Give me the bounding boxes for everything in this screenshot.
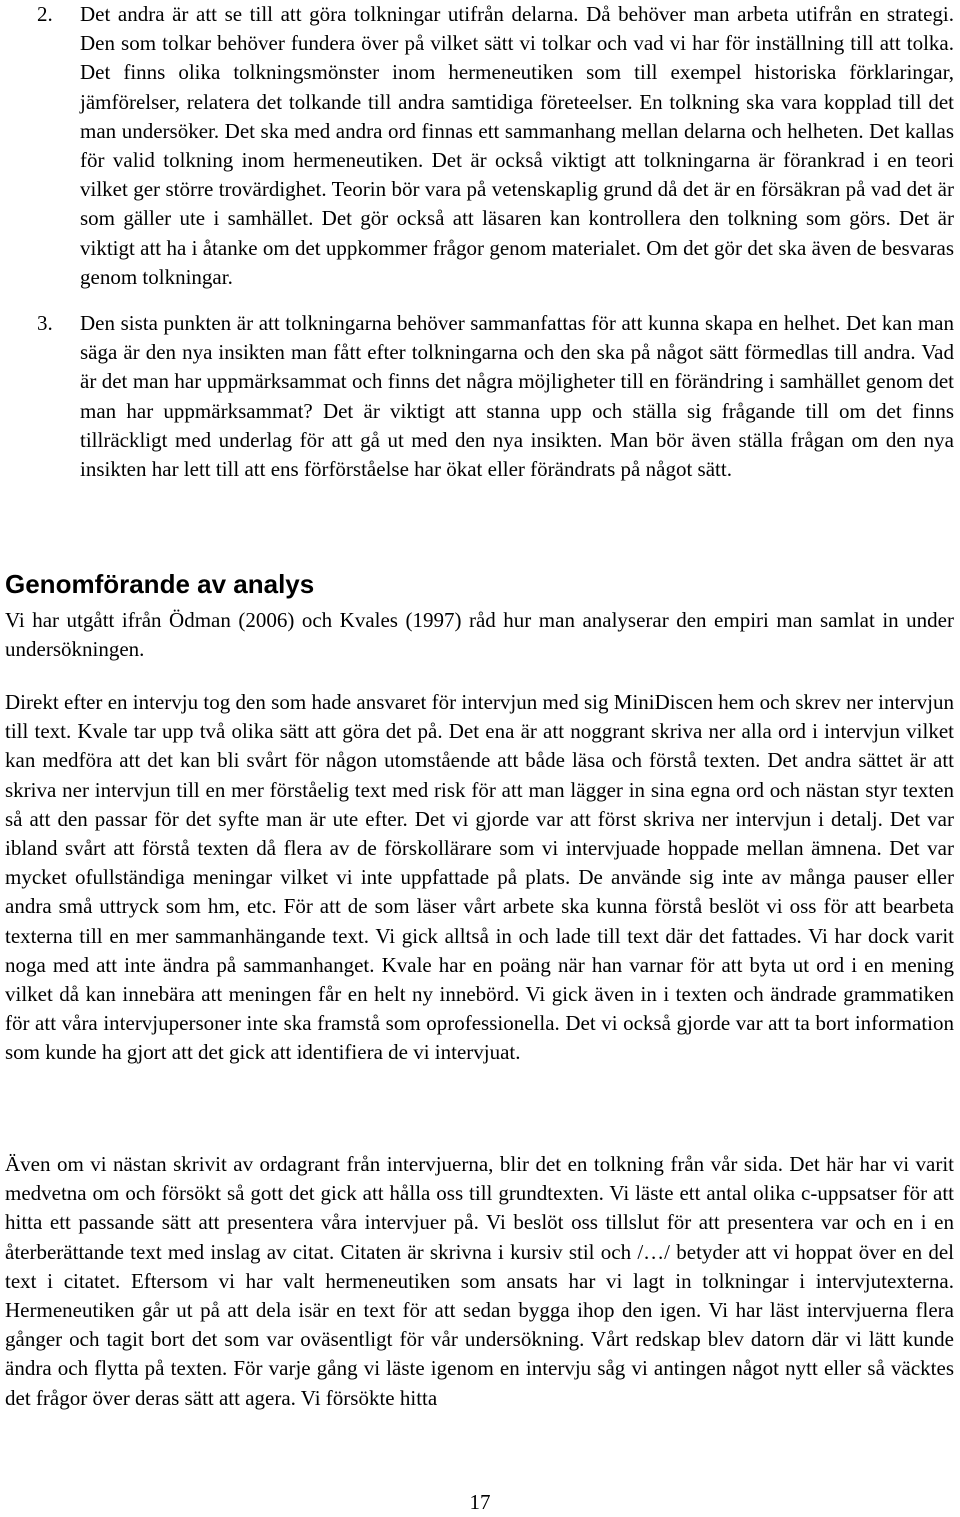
paragraph-intro: Vi har utgått ifrån Ödman (2006) och Kvales (1997) råd hur man analyserar den empiri man samlat in under undersökningen.: [5, 608, 954, 662]
paragraph-transcription: Direkt efter en intervju tog den som hade ansvaret för intervjun med sig MiniDiscen hem och skrev ner intervjun till text. Kvale tar upp två olika sätt att göra det på. Det ena är att noggrant skriva ner alla ord i intervjun vilket kan medföra att det kan bli svårt för någon utomstående att både läsa och förstå texten. Det andra sättet är att skriva ner intervjun till en mer förståelig text med risk för att man lägger in sina egna ord och nästan styr texten så att den passar för det syfte man är ute efter. Det vi gjorde var att först skriva ner intervjun i detalj. Det var ibland svårt att förstå texten då flera av de förskollärare som vi intervjuade hoppade mellan ämnena. Det var mycket ofullständiga meningar vilket vi inte uppfattade på plats. De använde sig inte av många pauser eller andra små uttryck som hm, etc. För att de som läser vårt arbete ska kunna förstå beslöt vi oss för att bearbeta texterna till en mer sammanhängande text. Vi gick alltså in och lade till text där det fattades. Vi har dock varit noga med att inte ändra på sammanhanget. Kvale har en poäng när han varnar för att byta ut ord i en mening vilket då kan innebära att meningen får en helt ny innebörd. Vi gick även in i texten och ändrade grammatiken för att våra intervjupersoner inte ska framstå som oprofessionella. Det vi också gjorde var att ta bort information som kunde ha gjort att det gick att identifiera de vi intervjuat.: [5, 690, 954, 1065]
list-number: 2.: [37, 2, 53, 26]
list-number: 3.: [37, 311, 53, 336]
list-item-text: Det andra är att se till att göra tolkningar utifrån delarna. Då behöver man arbeta utifrån en strategi. Den som tolkar behöver fundera över på vilket sätt vi tolkar och vad vi har för inställning till att tolka. Det finns olika tolkningsmönster inom hermeneutiken som till exempel historiska förklaringar, jämförelser, relatera det tolkande till andra samtidiga företeelser. En tolkning ska vara kopplad till det man undersöker. Det ska med andra ord finnas ett sammanhang mellan delarna och helheten. Det kallas för valid tolkning inom hermeneutiken. Det är också viktigt att tolkningarna är förankrad i en teori vilket ger större trovärdighet. Teorin bör vara på vetenskaplig grund då det är en försäkran på vad det är som gäller ute i samhället. Det gör också att läsaren kan kontrollera den tolkning som görs. Det är viktigt att ha i åtanke om det uppkommer frågor genom materialet. Om det gör det ska även de besvaras genom tolkningar.: [80, 2, 954, 289]
list-item-text: Den sista punkten är att tolkningarna behöver sammanfattas för att kunna skapa en helhet. Det kan man säga är den nya insikten man fått efter tolkningarna och den ska på något sätt förmedlas till andra. Vad är det man har uppmärksammat och finns det några möjligheter till en förändring i samhället genom det man har uppmärksammat? Det är viktigt att stanna upp och ställa sig frågande till om det finns tillräckligt med underlag för att gå ut med den nya insikten. Man bör även ställa frågan om den nya insikten har lett till att ens förförståelse har ökat eller förändrats på något sätt.: [80, 311, 954, 482]
section-heading: Genomförande av analys: [5, 569, 315, 599]
list-item-3: [5, 309, 954, 484]
paragraph-interpretation: Även om vi nästan skrivit av ordagrant från intervjuerna, blir det en tolkning från vår sida. Det här har vi varit medvetna om och försökt så gott det gick att hålla oss till grundtexten. Vi läste ett antal olika c-uppsatser för att hitta ett passande sätt att presentera våra intervjuer på. Vi beslöt oss tillslut för att presentera var och en i en återberättande text med inslag av citat. Citaten är skrivna i kursiv stil och /…/ betyder att vi hoppat över en del text i citatet. Eftersom vi har valt hermeneutiken som ansats har vi lagt in tolkningar i intervjutexterna. Hermeneutiken går ut på att dela isär en text för att sedan bygga ihop den igen. Vi har läst intervjuerna flera gånger och tagit bort det som var oväsentligt för vår undersökning. Vårt redskap blev datorn där vi lätt kunde ändra och flytta på texten. För varje gång vi läste igenom en intervju såg vi antingen något nytt eller så väcktes det frågor över deras sätt att agera. Vi försökte hitta: [5, 1152, 954, 1410]
list-item-2: [5, 0, 954, 292]
page-number: 17: [469, 1490, 491, 1514]
numbered-list: [5, 0, 954, 484]
